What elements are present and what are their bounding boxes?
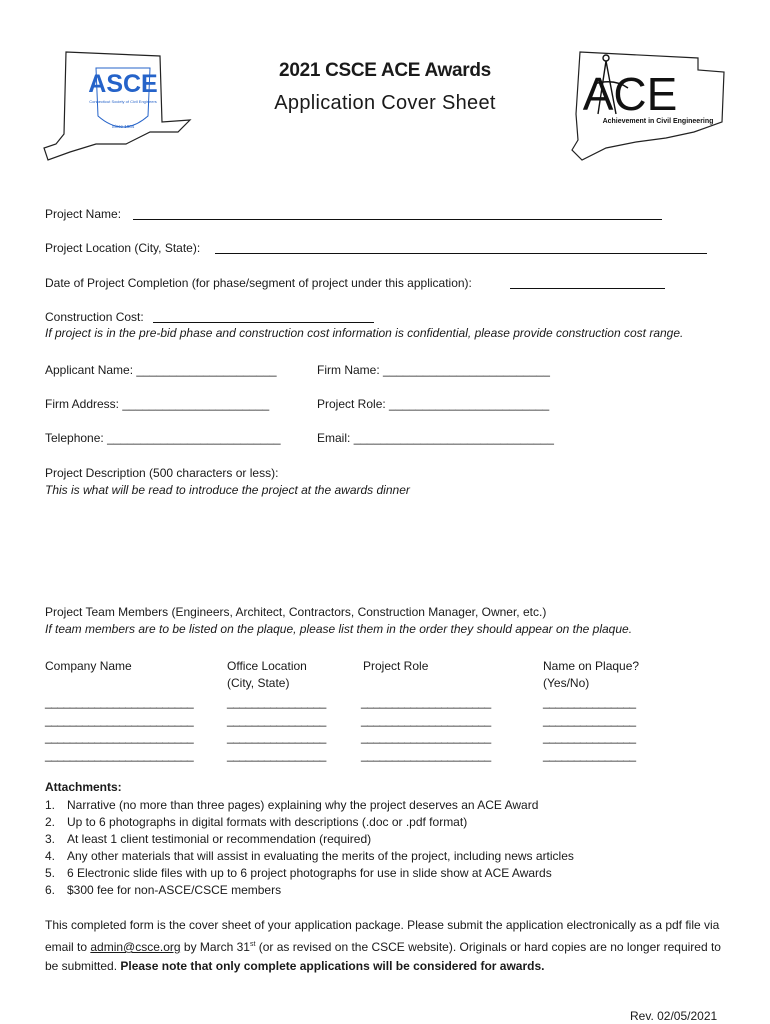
svg-text:Since 1884: Since 1884	[111, 124, 135, 129]
team-heading: Project Team Members (Engineers, Architect, Contractors, Construction Manager, Owner, etc.)	[45, 605, 547, 619]
email-label: Email: ______________________________	[317, 431, 554, 445]
table-cell[interactable]: _____________________	[361, 747, 491, 762]
table-cell[interactable]: _____________________	[361, 730, 491, 744]
description-area[interactable]	[45, 500, 725, 590]
svg-text:Achievement in Civil Engineeri: Achievement in Civil Engineering	[602, 118, 714, 125]
table-cell[interactable]: _____________________	[361, 712, 491, 727]
applicant-name-field[interactable]: _____________________	[136, 363, 277, 377]
list-item: 1. Narrative (no more than three pages) explaining why the project deserves an ACE Award	[45, 798, 539, 812]
table-cell[interactable]: ________________	[227, 712, 326, 727]
project-name-label: Project Name:	[45, 207, 122, 221]
table-cell[interactable]: _______________	[543, 747, 636, 762]
revision-date: Rev. 02/05/2021	[630, 1009, 718, 1023]
firm-name-label: Firm Name: _________________________	[317, 363, 550, 377]
list-item: 2. Up to 6 photographs in digital formats with descriptions (.doc or .pdf format)	[45, 815, 468, 829]
table-row[interactable]: ________________________	[45, 695, 194, 709]
completion-date-field[interactable]	[510, 288, 665, 289]
telephone-label: Telephone: __________________________	[45, 431, 281, 445]
table-cell[interactable]: ________________	[227, 730, 326, 744]
col-company-header: Company Name	[45, 659, 132, 673]
telephone-field[interactable]: __________________________	[107, 431, 281, 445]
asce-logo-text: ASCE	[88, 70, 158, 98]
plaque-column	[543, 694, 636, 764]
ace-logo-text: ACE	[582, 68, 678, 120]
email-field[interactable]: ______________________________	[353, 431, 554, 445]
ace-logo	[566, 44, 736, 164]
table-row[interactable]: ________________________	[45, 712, 194, 727]
email-link[interactable]: admin@csce.org	[90, 940, 181, 954]
table-cell[interactable]: _____________________	[361, 695, 491, 709]
project-role-field[interactable]: ________________________	[389, 397, 550, 411]
company-column	[45, 694, 193, 764]
list-item: 5. 6 Electronic slide files with up to 6 project photographs for use in slide show at ACE Awards	[45, 866, 552, 880]
table-cell[interactable]: _______________	[543, 730, 636, 744]
project-location-field[interactable]	[215, 253, 707, 254]
firm-name-field[interactable]: _________________________	[383, 363, 550, 377]
description-note: This is what will be read to introduce the project at the awards dinner	[45, 483, 410, 497]
completion-date-label: Date of Project Completion (for phase/segment of project under this application):	[45, 276, 472, 290]
description-label: Project Description (500 characters or less):	[45, 466, 279, 480]
project-role-label: Project Role: ________________________	[317, 397, 550, 411]
firm-address-field[interactable]: ______________________	[122, 397, 270, 411]
attachments-list	[45, 797, 574, 899]
applicant-name-label: Applicant Name: _____________________	[45, 363, 277, 377]
closing-paragraph: This completed form is the cover sheet of your application package. Please submit the application electronically as a pdf file via email to admin@csce.org by March 31st (or as revised on the CSCE website). Originals or hard copies are no longer required to be submitted. Please note that only complete applications will be considered for awards.	[45, 918, 721, 973]
attachments-title: Attachments:	[45, 780, 122, 794]
table-cell[interactable]: ________________	[227, 695, 326, 709]
table-cell[interactable]: ________________	[227, 747, 326, 762]
firm-address-label: Firm Address: ______________________	[45, 397, 270, 411]
page-title: 2021 CSCE ACE Awards	[279, 60, 491, 81]
table-cell[interactable]: _______________	[543, 695, 636, 709]
table-row[interactable]: ________________________	[45, 747, 194, 762]
cost-note: If project is in the pre-bid phase and construction cost information is confidential, please provide construction cost range.	[45, 326, 684, 340]
svg-text:Connecticut Society of Civil E: Connecticut Society of Civil Engineers	[89, 99, 157, 104]
page-subtitle: Application Cover Sheet	[274, 92, 496, 114]
project-location-label: Project Location (City, State):	[45, 241, 201, 255]
col-plaque-header: Name on Plaque? (Yes/No)	[543, 659, 640, 690]
construction-cost-field[interactable]	[153, 322, 374, 323]
project-name-field[interactable]	[133, 219, 662, 220]
col-role-header: Project Role	[363, 659, 429, 673]
construction-cost-label: Construction Cost:	[45, 310, 144, 324]
list-item: 6. $300 fee for non-ASCE/CSCE members	[45, 883, 282, 897]
team-note: If team members are to be listed on the plaque, please list them in the order they should appear on the plaque.	[45, 622, 633, 636]
table-cell[interactable]: _______________	[543, 712, 636, 727]
col-office-header: Office Location (City, State)	[227, 659, 307, 690]
role-column	[361, 694, 491, 764]
office-column	[227, 694, 326, 764]
table-row[interactable]: ________________________	[45, 730, 194, 744]
list-item: 4. Any other materials that will assist in evaluating the merits of the project, including news articles	[45, 849, 574, 863]
closing-note: Please note that only complete applications will be considered for awards.	[120, 959, 545, 973]
list-item: 3. At least 1 client testimonial or recommendation (required)	[45, 832, 372, 846]
